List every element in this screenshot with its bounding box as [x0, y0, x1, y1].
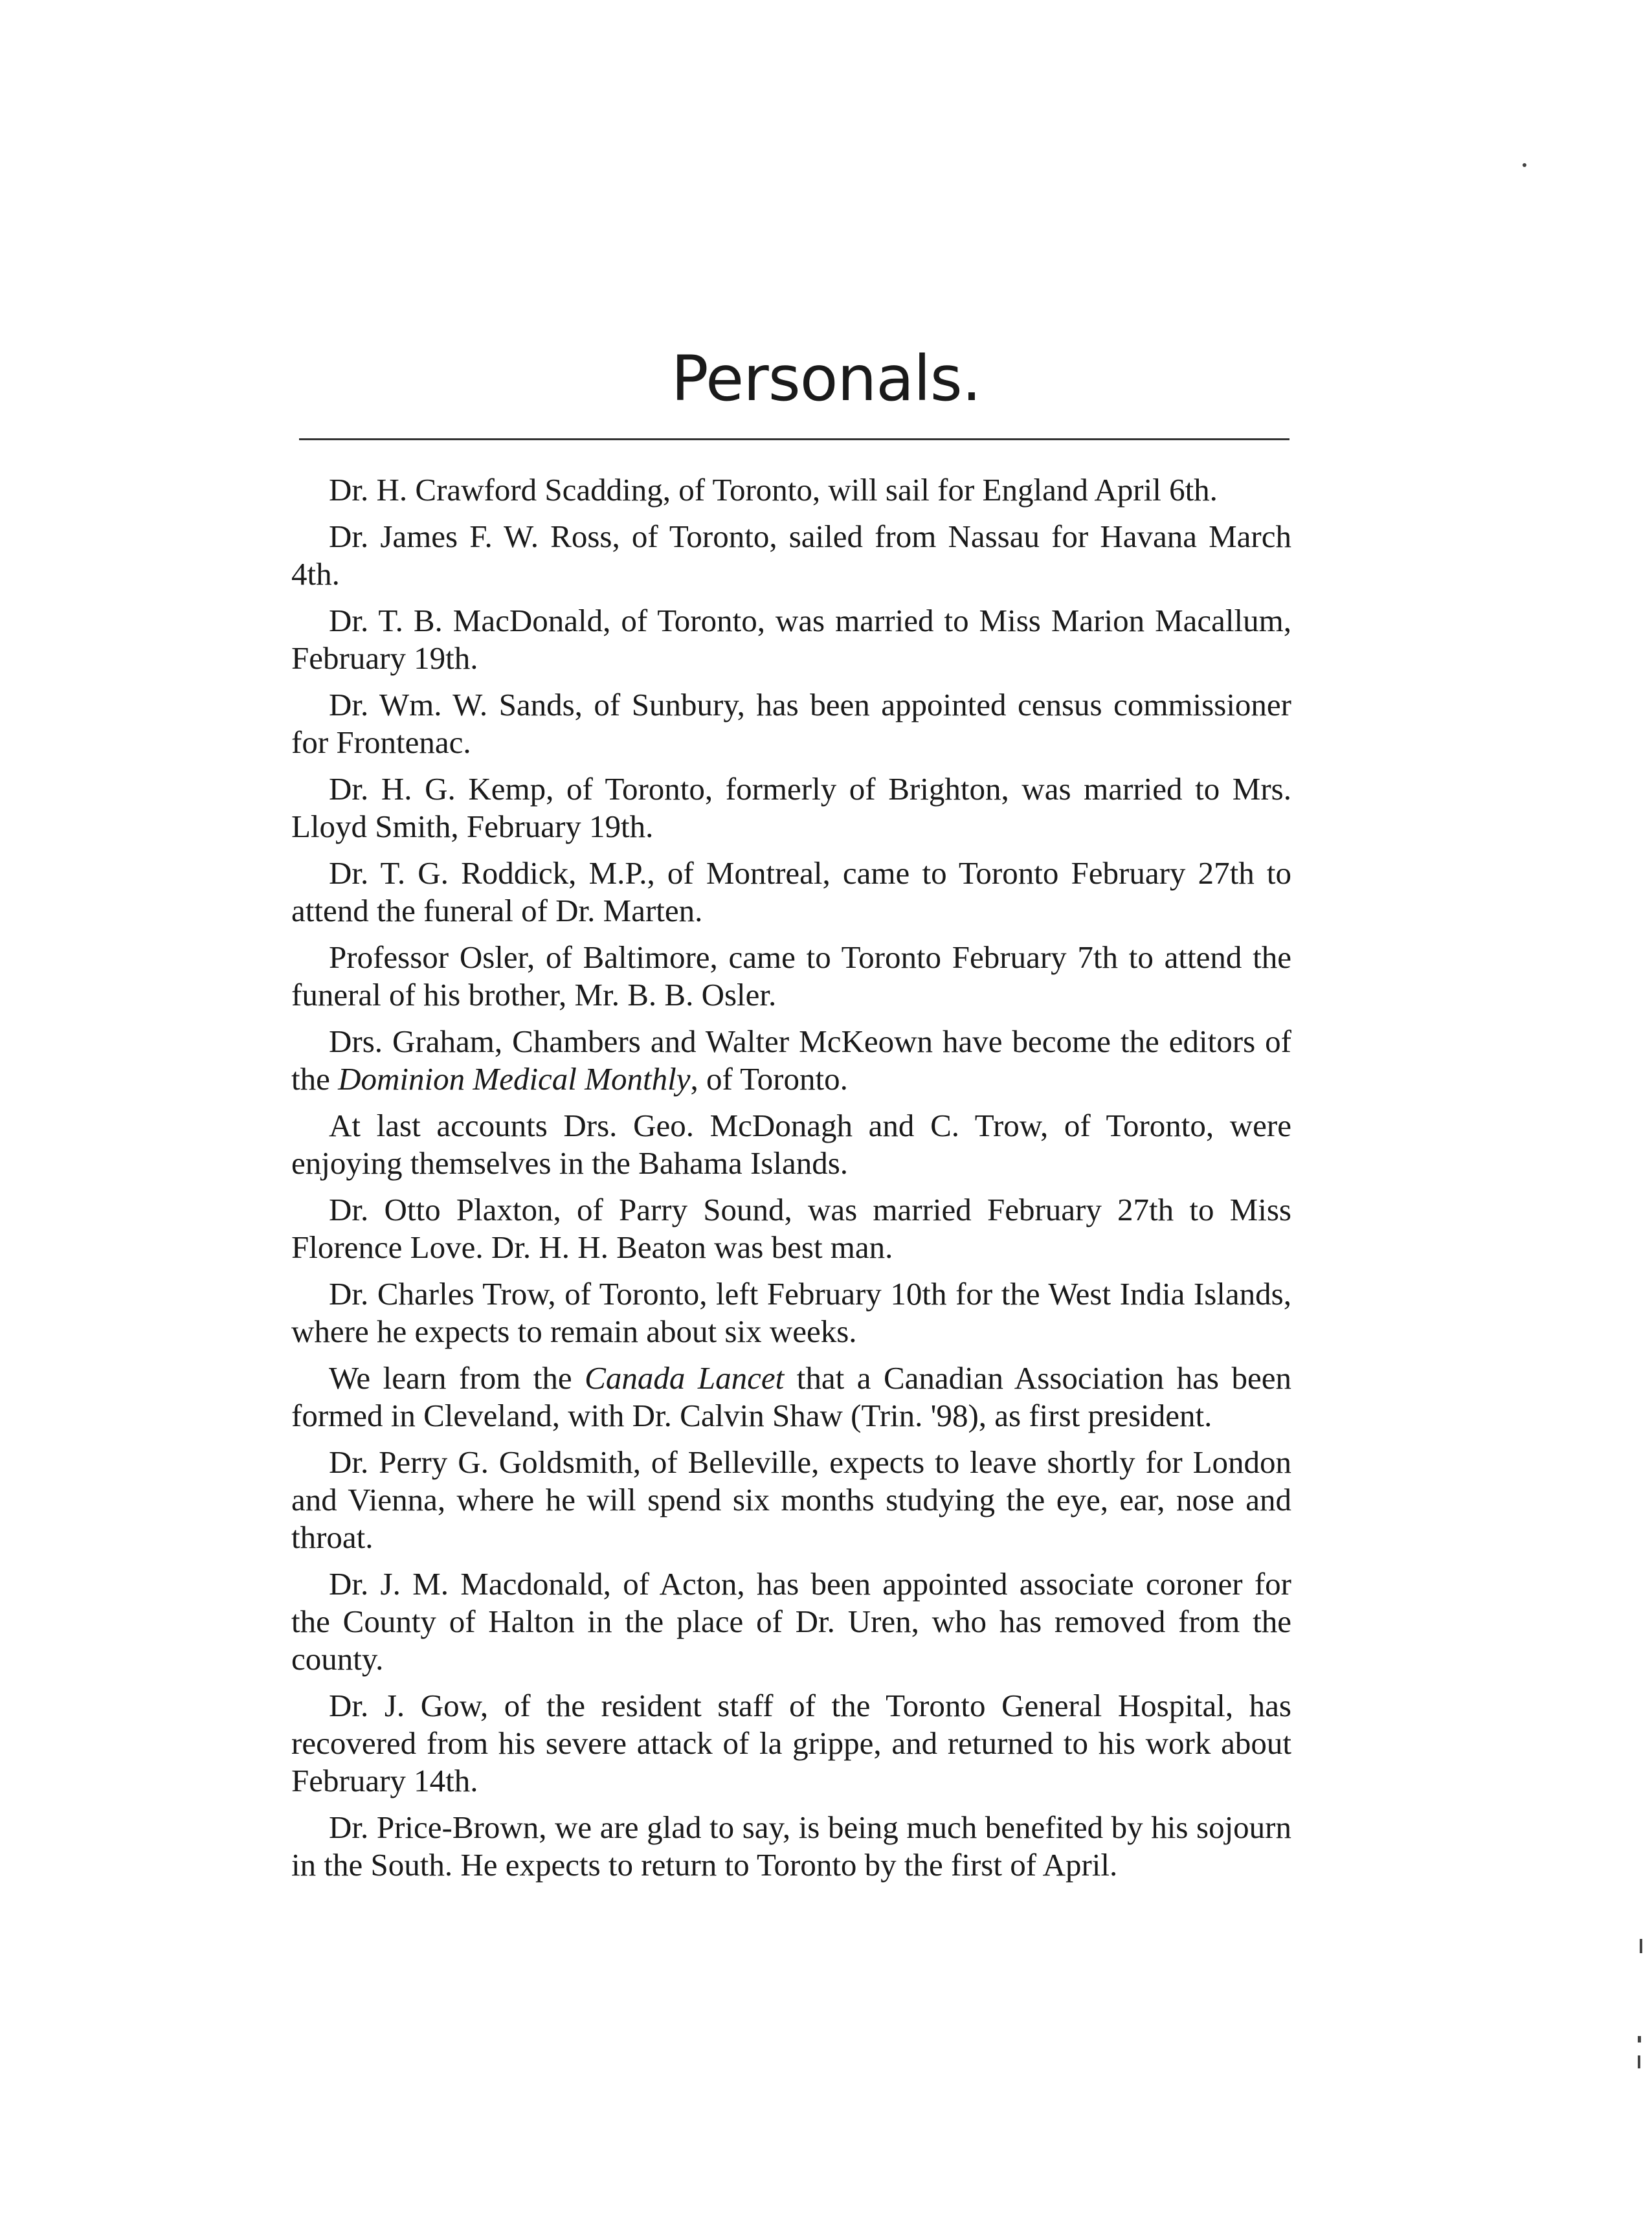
entry-text: Professor Osler, of Baltimore, came to Toronto February 7th to attend the funeral of his brother, Mr. B. B. Osler. — [291, 939, 1291, 1013]
entry-paragraph — [291, 855, 1291, 930]
entry-text-after: that a Canadian Association has been formed in Cleveland, with Dr. Calvin Shaw (Trin. '98), as first president. — [291, 1360, 1292, 1433]
entry-text: At last accounts Drs. Geo. McDonagh and C. Trow, of Toronto, were enjoying themselves in the Bahama Islands. — [291, 1108, 1291, 1181]
journal-title-italic: Canada Lancet — [585, 1360, 785, 1396]
entry-text-after: , of Toronto. — [690, 1061, 848, 1097]
title-rule — [299, 438, 1289, 440]
entry-paragraph — [291, 602, 1291, 677]
entry-paragraph — [291, 1687, 1291, 1800]
entry-paragraph — [291, 1565, 1291, 1678]
entry-text: Dr. Charles Trow, of Toronto, left February 10th for the West India Islands, where he expects to remain about six weeks. — [291, 1276, 1291, 1349]
entry-text: Dr. H. Crawford Scadding, of Toronto, will sail for England April 6th. — [329, 472, 1218, 508]
entry-text: Dr. Otto Plaxton, of Parry Sound, was married February 27th to Miss Florence Love. Dr. H. H. Beaton was best man. — [291, 1192, 1291, 1265]
scan-speck — [1640, 1939, 1642, 1953]
entry-text-before: Drs. Graham, Chambers and Walter McKeown have become the editors of the — [291, 1024, 1291, 1097]
entry-paragraph — [291, 1809, 1291, 1884]
entry-paragraph — [291, 686, 1291, 761]
entry-paragraph — [291, 939, 1291, 1014]
scan-speck — [1638, 2055, 1640, 2068]
page-title: Personals. — [671, 342, 981, 415]
entry-text: Dr. T. B. MacDonald, of Toronto, was married to Miss Marion Macallum, February 19th. — [291, 603, 1291, 676]
entry-paragraph — [291, 1360, 1291, 1435]
entry-text: Dr. Perry G. Goldsmith, of Belleville, expects to leave shortly for London and Vienna, where he will spend six months studying the eye, ear, nose and throat. — [291, 1444, 1291, 1555]
entry-paragraph — [291, 1191, 1291, 1266]
entry-text-before: We learn from the — [329, 1360, 585, 1396]
entry-paragraph — [291, 1023, 1291, 1098]
scan-speck — [1523, 163, 1526, 167]
entry-text: Dr. Price-Brown, we are glad to say, is being much benefited by his sojourn in the South. He expects to return to Toronto by the first of April. — [291, 1809, 1291, 1883]
scan-speck — [1638, 2036, 1641, 2042]
entry-paragraph — [291, 471, 1291, 509]
entry-text: Dr. T. G. Roddick, M.P., of Montreal, came to Toronto February 27th to attend the funeral of Dr. Marten. — [291, 855, 1291, 928]
entry-text: Dr. J. Gow, of the resident staff of the Toronto General Hospital, has recovered from his severe attack of la grippe, and returned to his work about February 14th. — [291, 1688, 1291, 1798]
entry-text: Dr. H. G. Kemp, of Toronto, formerly of Brighton, was married to Mrs. Lloyd Smith, February 19th. — [291, 771, 1291, 844]
entry-text: Dr. J. M. Macdonald, of Acton, has been appointed associate coroner for the County of Halton in the place of Dr. Uren, who has removed from the county. — [291, 1566, 1291, 1677]
entry-paragraph — [291, 1107, 1291, 1182]
journal-title-italic: Dominion Medical Monthly — [338, 1061, 691, 1097]
entry-text: Dr. Wm. W. Sands, of Sunbury, has been appointed census commissioner for Frontenac. — [291, 687, 1291, 760]
entry-paragraph — [291, 1275, 1291, 1350]
entry-paragraph — [291, 770, 1291, 845]
personals-body — [291, 471, 1291, 1893]
entry-paragraph — [291, 518, 1291, 593]
entry-paragraph — [291, 1444, 1291, 1556]
entry-text: Dr. James F. W. Ross, of Toronto, sailed from Nassau for Havana March 4th. — [291, 519, 1291, 592]
